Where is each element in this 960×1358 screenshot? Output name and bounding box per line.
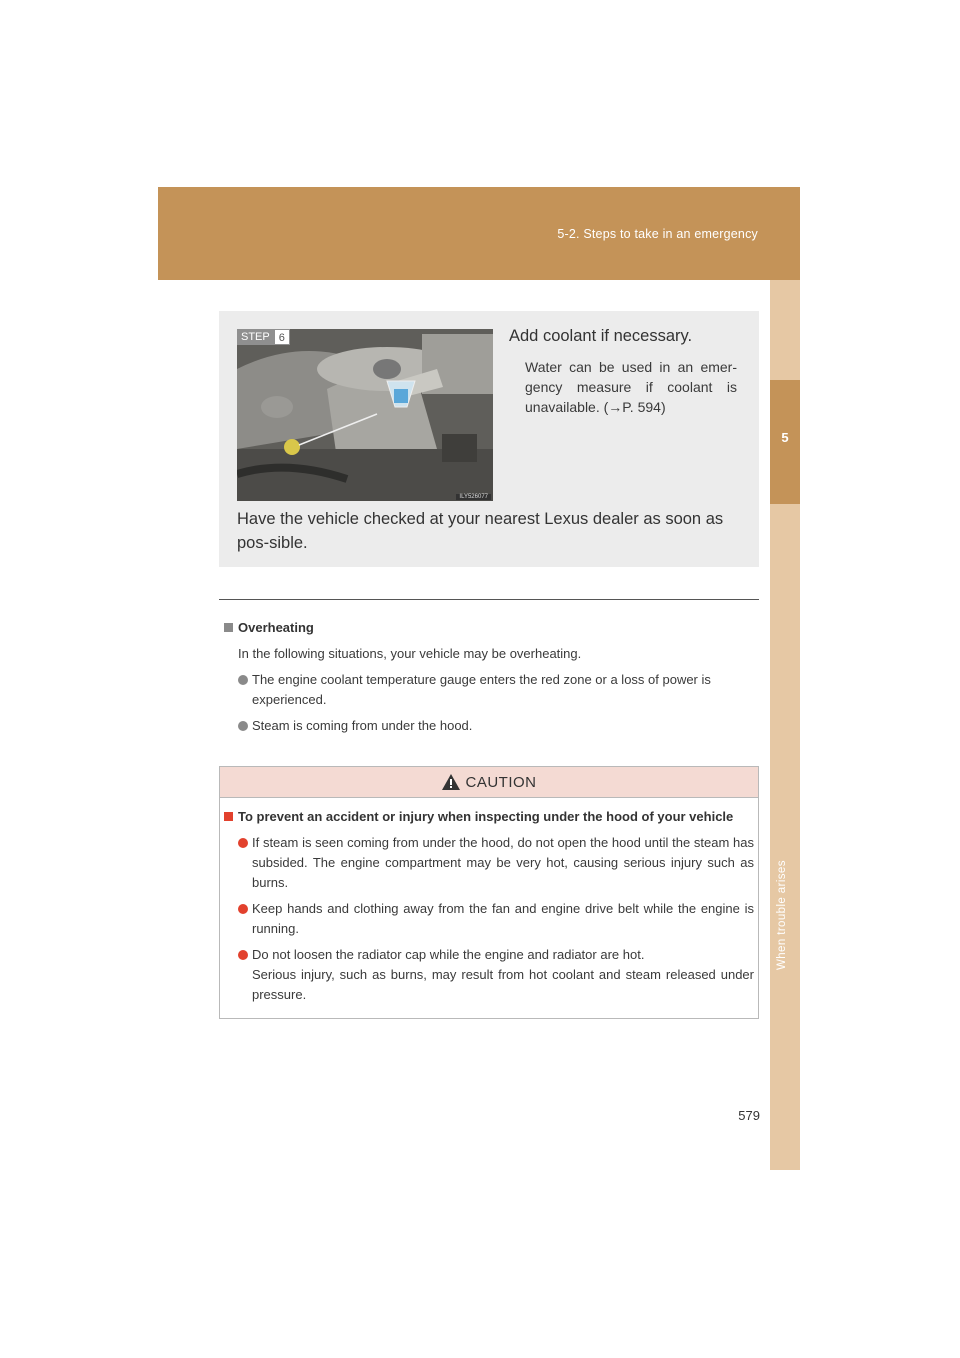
square-bullet-icon [224, 623, 233, 632]
red-bullet-dot-icon [238, 838, 248, 848]
step-panel [219, 311, 759, 567]
list-item [238, 670, 748, 710]
step-badge [237, 329, 290, 345]
overheating-list [238, 670, 748, 742]
caution-title-text: To prevent an accident or injury when inspecting under the hood of your vehicle [238, 809, 734, 824]
chapter-label: When trouble arises [776, 860, 788, 970]
step-badge-number: 6 [274, 329, 290, 345]
list-item-text: Do not loosen the radiator cap while the engine and radiator are hot. [252, 947, 645, 962]
list-item [238, 833, 754, 893]
bullet-dot-icon [238, 675, 248, 685]
warning-triangle-icon [442, 774, 460, 790]
overheating-title [224, 620, 314, 635]
chapter-number: 5 [781, 430, 789, 445]
divider [219, 599, 759, 600]
caution-title [224, 809, 733, 824]
list-item [238, 716, 748, 736]
section-title: 5-2. Steps to take in an emergency [557, 227, 758, 241]
step-footer: Have the vehicle checked at your nearest Lexus dealer as soon as pos-sible. [237, 510, 724, 552]
image-code: ILY526077 [456, 494, 491, 500]
list-item-detail: Serious injury, such as burns, may result from hot coolant and steam released under pressure. [252, 967, 754, 1002]
list-item-text: If steam is seen coming from under the hood, do not open the hood until the steam has subsided. The engine compartment may be very hot, causing serious injury such as burns. [252, 835, 754, 890]
bullet-dot-icon [238, 721, 248, 731]
red-bullet-dot-icon [238, 904, 248, 914]
list-item-text: The engine coolant temperature gauge enters the red zone or a loss of power is experienced. [252, 672, 711, 707]
overheating-title-text: Overheating [238, 620, 314, 635]
list-item [238, 945, 754, 1005]
page-number: 579 [738, 1108, 760, 1123]
chapter-number-box [770, 380, 800, 504]
red-bullet-dot-icon [238, 950, 248, 960]
list-item [238, 899, 754, 939]
caution-box [219, 766, 759, 1019]
red-square-bullet-icon [224, 812, 233, 821]
caution-header-text: CAUTION [465, 773, 537, 791]
caution-header [220, 767, 758, 798]
header-band [158, 187, 800, 280]
overheating-intro: In the following situations, your vehicle may be overheating. [238, 646, 582, 661]
list-item-text: Steam is coming from under the hood. [252, 718, 473, 733]
caution-list [238, 833, 754, 1011]
list-item-text: Keep hands and clothing away from the fan and engine drive belt while the engine is running. [252, 901, 754, 936]
engine-illustration [237, 329, 493, 501]
engine-photo [237, 329, 493, 501]
step-badge-label: STEP [237, 329, 274, 345]
step-body: Water can be used in an emer-gency measure if coolant is unavailable. (→P. 594) [525, 359, 737, 415]
step-heading: Add coolant if necessary. [509, 327, 693, 345]
chapter-side-tab [770, 280, 800, 1170]
